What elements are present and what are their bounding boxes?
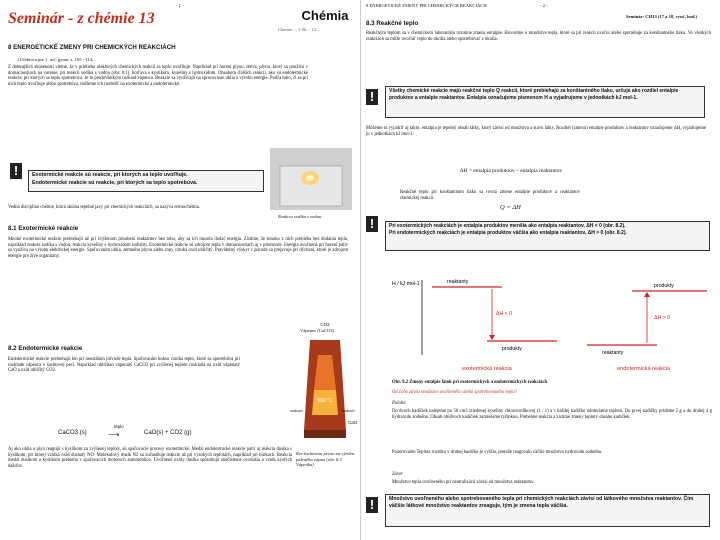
- equation-arrow-label: teplo: [114, 424, 124, 429]
- exothermic-caption: exotermická reakcia: [462, 366, 512, 372]
- kiln-caption: Rez šachtovou pecou na výrobu páleného vápna (obr. 8.3 Vápenka): [296, 451, 355, 468]
- chemistry-logo: [300, 6, 350, 26]
- endothermic-caption: endotermická reakcia: [617, 366, 671, 372]
- chapter-title: 8 ENERGETICKÉ ZMENY PRI CHEMICKÝCH REAKCIÁCH: [8, 44, 176, 51]
- heat-formula: Q = ΔH: [500, 204, 521, 211]
- exclamation-icon: !: [10, 163, 22, 179]
- exothermic-enthalpy-rule: Pri exotermických reakciách je entalpia produktov menšia ako entalpia reaktantov, ΔH < 0 (obr. 8.2).: [389, 223, 626, 229]
- enthalpy-axis-label: H / kJ mol-1: [392, 281, 420, 287]
- enthalpy-text: Môžeme to vyjadriť aj takto: entalpia je tepelný obsah látky, ktorý závisí od množstva a stavu látky. Rozdiel (zmenu) entalpie produktov a reaktantov označujeme ΔH, vyjadrujeme ju v jednotkách kJ mol-1:: [366, 126, 706, 137]
- seminar-note: Seminár: CH13 (17 a 18, vyuč. hod.): [626, 14, 698, 19]
- exo-delta-label: ΔH < 0: [496, 311, 513, 317]
- kiln-limestone-label: Vápenec (CaCO3): [300, 328, 335, 333]
- exothermic-definition: Exotermické reakcie sú reakcie, pri ktorých sa teplo uvoľňuje.: [32, 172, 188, 178]
- exclamation-icon: !: [366, 89, 378, 105]
- kiln-air-right-label: vzduch: [342, 408, 355, 413]
- section-8-2-text: Endotermické reakcie prebiehajú len pri neustálom prívode tepla. Spaľovaním koksu vzniká teplo, ktoré sa spotrebúva pri rozklade vápenca v šachtovej peci. Napríklad uhličitan vápenatý CaCO3 pri zvýšenej teplote rozkladá na oxid vápenatý CaO a oxid uhličitý CO2.: [8, 357, 240, 374]
- photo-caption: Reakcia sodíka s vodou: [278, 214, 322, 219]
- reaction-definition-box: [28, 170, 264, 192]
- endo-arrowhead: [644, 292, 650, 297]
- intro-paragraph: Z doterajších skúseností vieme, že v priebehu niektorých chemických reakcií sa teplo uvoľňuje. Napríklad pri horení plynu, dreva, plynu, ktorý sa používa v domácnostiach na varenie, pri reakcii sodíka s vodou (obr. 8.1), horľava s kyslíkom, kyseliny s hydroxidom. Obsahom ďalších reakcií, ako sú endotermické reakcie, pri ktorých sa teplo spotrebúva. Je to predovšetkým rozklad vápenca. Reakcie sa využívajú na spracovanie uhlia a výrobu energie. Podľa toho, či sa pri nich teplo uvoľňuje alebo spotrebúva, môžeme ich rozdeliť na exotermické a endotermické.: [8, 65, 308, 88]
- section-8-3-text: Reakčným teplom sa v chemickom laboratóriu rozumie zmena entalpie. Hovoríme o množstve tepla, ktoré sa pri reakcii uvoľní alebo spotrebuje za konštantného tlaku. Vo všetkých reakciách sa môže uvoľniť teplo do okolia alebo spotrebovať z okolia.: [366, 31, 711, 42]
- endo-products-label: produkty: [654, 283, 674, 289]
- endo-delta-label: ΔH > 0: [654, 315, 671, 321]
- source-reference: (Učebnica pre 1. roč. gymn. s. 105 - 114,: [18, 57, 94, 62]
- kiln-temperature-label: 900 °C: [317, 398, 333, 404]
- left-page-number: - 1 -: [176, 3, 184, 8]
- right-page-number: - 2 -: [540, 3, 548, 8]
- reaction-heat-text: Reakčné teplo pri konštantnom tlaku sa rovná zmene entalpie produktov a reaktantov chemickej reakcii.: [400, 190, 580, 201]
- right-running-title: 8 ENERGETICKÉ ZMENY PRI CHEMICKÝCH REAKCIÁCH: [366, 3, 487, 8]
- exo-reactants-label: reaktanty: [447, 279, 469, 285]
- enthalpy-comparison-box: [385, 221, 710, 251]
- equation-arrow: ⟶: [108, 430, 120, 439]
- conclusion-label: Záver: [392, 472, 403, 477]
- exclamation-icon: !: [366, 216, 378, 232]
- decomposition-equation: [58, 424, 258, 440]
- sodium-water-photo: [270, 148, 352, 210]
- endothermic-definition: Endotermické reakcie sú reakcie, pri ktorých sa teplo spotrebúva.: [32, 179, 198, 186]
- kiln-product-label: CaO: [348, 420, 358, 425]
- logo-caption: Chemie ... 1 Šk. - 13 ...: [278, 27, 321, 32]
- figure-caption: Obr. 8.2 Zmeny entalpie látok pri exotermických a endotermických reakciách: [392, 380, 548, 385]
- seminar-title: Seminár - z chémie 13: [8, 10, 155, 27]
- exo-products-label: produkty: [502, 346, 522, 352]
- key-question: Od čoho závisí množstvo uvoľneného alebo spotrebovaného tepla?: [392, 390, 518, 395]
- observation-text: Pozorovanie Teplota roztoku v druhej kadičke je vyššia, pretože reagovalo väčšie množstvo hydroxidu sodného.: [392, 450, 603, 455]
- exo-arrowhead: [489, 335, 495, 340]
- kiln-co2-label: CO2: [320, 322, 330, 327]
- experiment-text: Do dvoch kadičiek nalejeme po 50 cm3 zriedenej kyseliny chlorovodíkovej (1 : 1) a v každej kadičke odmeriame teplotu. Do prvej kadičky pridáme 2 g a do druhej 4 g hydroxidu sodného. Obsah obidvoch kadičiek zamiešame tyčinkou. Prebehne reakcia a zistíme zmeny teploty obsahu kadičiek.: [392, 409, 712, 420]
- endothermic-enthalpy-rule: Pri endotermických reakciách je entalpia produktov väčšia ako entalpia reaktantov, ΔH > 0 (obr. 8.2).: [389, 230, 627, 236]
- equation-products: CaO(s) + CO2 (g): [144, 430, 192, 436]
- endo-reactants-label: reaktanty: [602, 350, 624, 356]
- section-8-1-text: Mnohé exotermické reakcie prebiehajú už pri zvýšenom pôsobení reaktantov bez toho, aby sa ich musela dodať energia. Zistíme, že mnoho z nich prebieha bez dodania tepla, napríklad reakcie sodíka s vodou, reakcia kyseliny s hydroxidom sodným. Exotermické reakcie sú zdrojom tepla v domácnostiach aj v priemysle. Energia uvoľnená pri horení palív sa využíva na výrobu elektrickej energie. Spaľovaním uhlia, zemného plynu alebo ropy vzniká oxid uhličitý. Pravidelný výskyt v prírode sa prejavuje pri dýchaní, ktoré je zdrojom energie pre živé organizmy.: [8, 237, 348, 260]
- heat-amount-box: Množstvo uvoľneného alebo spotrebovaného tepla pri chemických reakciách závisí od látkového množstva reaktantov. Čím väčšie látkové množstvo reaktantov zreaguje, tým je zmena tepla väčšia.: [385, 494, 710, 527]
- experiment-label: Poloha: [392, 401, 406, 406]
- exclamation-icon: !: [366, 497, 378, 513]
- kiln-air-left-label: vzduch: [290, 408, 303, 413]
- conclusion-text: Množstvo tepla uvoľneného pri neutralizácii závisí od množstva reaktantov.: [392, 480, 535, 485]
- section-8-3-title: 8.3 Reakčné teplo: [366, 20, 419, 27]
- equation-reactant: CaCO3 (s): [58, 430, 87, 436]
- section-8-2-title: 8.2 Endotermické reakcie: [8, 345, 83, 352]
- section-8-2-text-continued: Aj ako uhlia a plyn reagujú s kyslíkom za zvýšenej teploty, sú spaľovacie procesy exotermické. Medzi endotermické reakcie patrí aj reakcia dusíka s kyslíkom, pri ktorej vzniká oxid dusnatý NO. Molekulový dusík N2 sa zúčastňuje reakcie až pri vysokých teplotách, napríklad pri búrkach. Reakcia medzi dusíkom a kyslíkom prebieha v spaľovacích motoroch automobilov. Uvoľnené oxidy dusíka spôsobujú znečistenie ovzdušia a vznik kyslých dažďov.: [8, 447, 292, 470]
- logo-wordmark: Chémia: [301, 8, 349, 23]
- enthalpy-diagram: [392, 275, 712, 375]
- enthalpy-formula: ΔH = entalpia produktov – entalpia reaktantov: [460, 168, 563, 174]
- page-divider: [360, 0, 361, 540]
- lime-kiln-illustration: [290, 320, 360, 450]
- reaction-heat-box: Všetky chemické reakcie majú reakčné teplo Q reakcii, ktoré prebiehajú za konštantného tlaku, určuje ako rozdiel entalpie produktov a entalpie reaktantov. Entalpia označujeme písmenom H a vyjadrujeme v jednotkách kJ mol-1.: [385, 86, 705, 118]
- thermochemistry-line: Vedná disciplína chémie, ktorá skúma tepelné javy pri chemických reakciách, sa nazýva termochémia.: [8, 205, 200, 210]
- section-8-1-title: 8.1 Exotermické reakcie: [8, 225, 79, 232]
